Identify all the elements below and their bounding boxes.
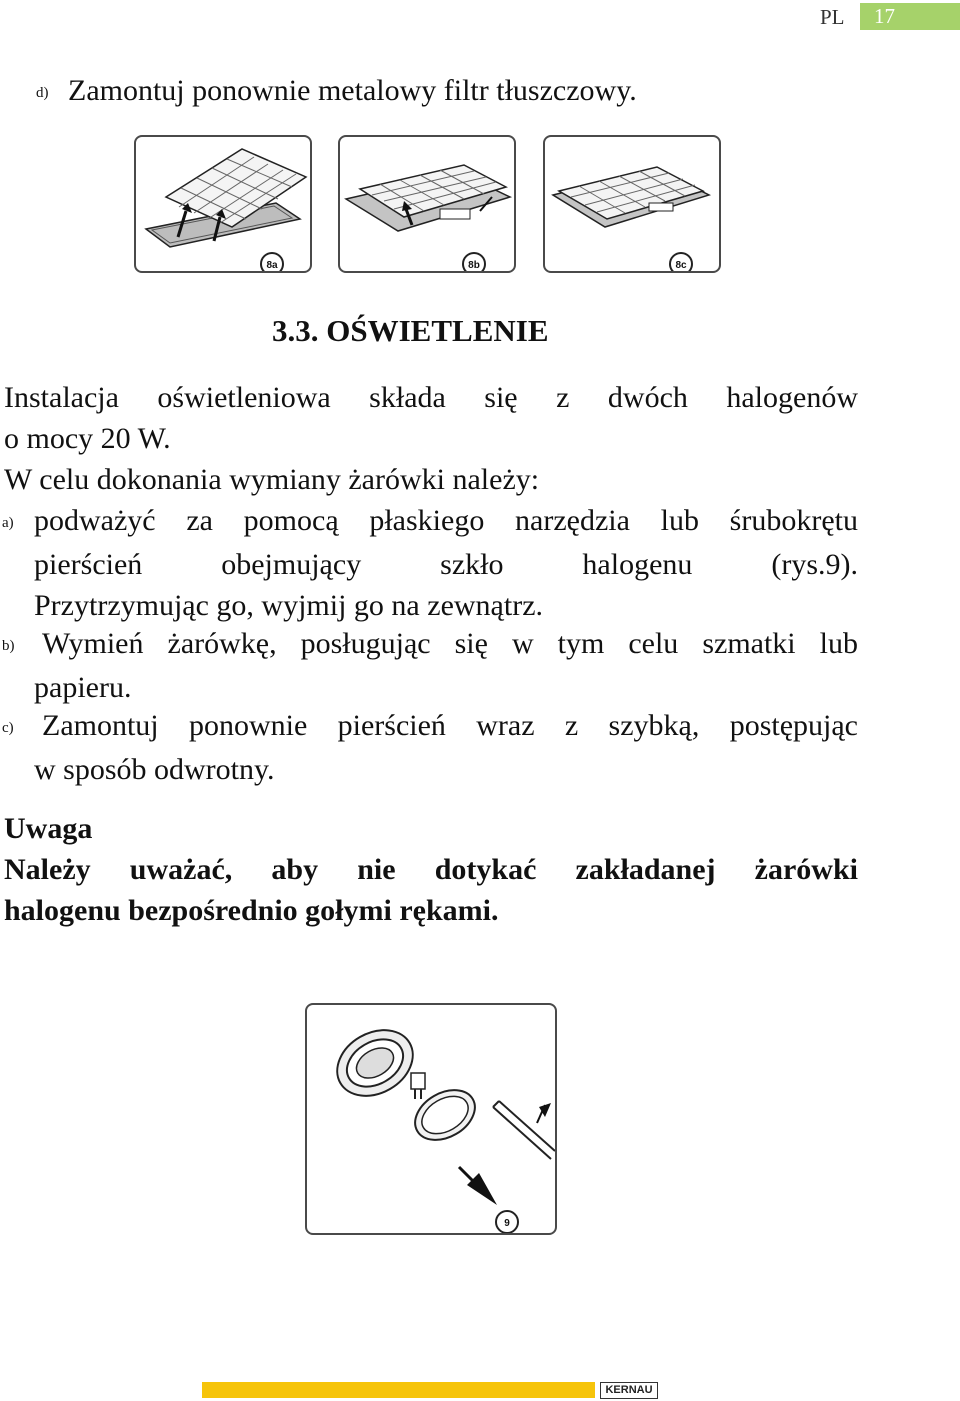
warning-title: Uwaga: [4, 812, 93, 845]
warning-line-1: Należy uważać, aby nie dotykać zakładanej żarówki: [4, 853, 858, 886]
filter-illustration-8a: [136, 137, 310, 271]
figure-8c: [543, 135, 721, 273]
step-d-marker: d): [36, 84, 49, 101]
step-c-line-1: Zamontuj ponownie pierścień wraz z szybką, postępując: [42, 709, 858, 742]
figure-9-label: 9: [504, 1218, 510, 1229]
instruction-lead: W celu dokonania wymiany żarówki należy:: [4, 463, 540, 496]
step-a-line-3: Przytrzymując go, wyjmij go na zewnątrz.: [34, 588, 544, 622]
step-a-line-2: pierścień obejmujący szkło halogenu (rys.9).: [34, 547, 858, 581]
figure-8c-label: 8c: [675, 260, 687, 271]
page-number: 17: [860, 3, 960, 30]
step-b: [2, 623, 858, 708]
step-a-marker: a): [2, 514, 14, 531]
intro-line-2: o mocy 20 W.: [4, 422, 171, 455]
section-title: 3.3. OŚWIETLENIE: [272, 313, 549, 348]
brand-logo: KERNAU: [600, 1382, 658, 1399]
figure-8a: [134, 135, 312, 273]
figure-9: [305, 1003, 557, 1235]
filter-illustration-8c: [545, 137, 719, 271]
step-d: [36, 70, 637, 114]
step-d-text: Zamontuj ponownie metalowy filtr tłuszczowy.: [68, 74, 637, 107]
language-code: PL: [820, 5, 845, 29]
halogen-ring-illustration: [307, 1005, 555, 1233]
intro-line-1: Instalacja oświetleniowa składa się z dwóch halogenów: [4, 381, 858, 414]
step-b-marker: b): [2, 637, 15, 654]
warning-line-2: halogenu bezpośrednio gołymi rękami.: [4, 894, 499, 927]
step-a-line-1: podważyć za pomocą płaskiego narzędzia lub śrubokrętu: [34, 504, 858, 537]
step-b-line-1: Wymień żarówkę, posługując się w tym celu szmatki lub: [42, 627, 858, 660]
step-c: [2, 705, 858, 790]
step-c-line-2: w sposób odwrotny.: [34, 752, 275, 786]
step-b-line-2: papieru.: [34, 670, 132, 704]
figure-8a-label: 8a: [266, 260, 278, 271]
figure-8b-label: 8b: [468, 260, 480, 271]
step-c-marker: c): [2, 719, 14, 736]
figure-8b: [338, 135, 516, 273]
step-a: [2, 500, 858, 626]
footer-accent-bar: [202, 1382, 595, 1398]
filter-illustration-8b: [340, 137, 514, 271]
